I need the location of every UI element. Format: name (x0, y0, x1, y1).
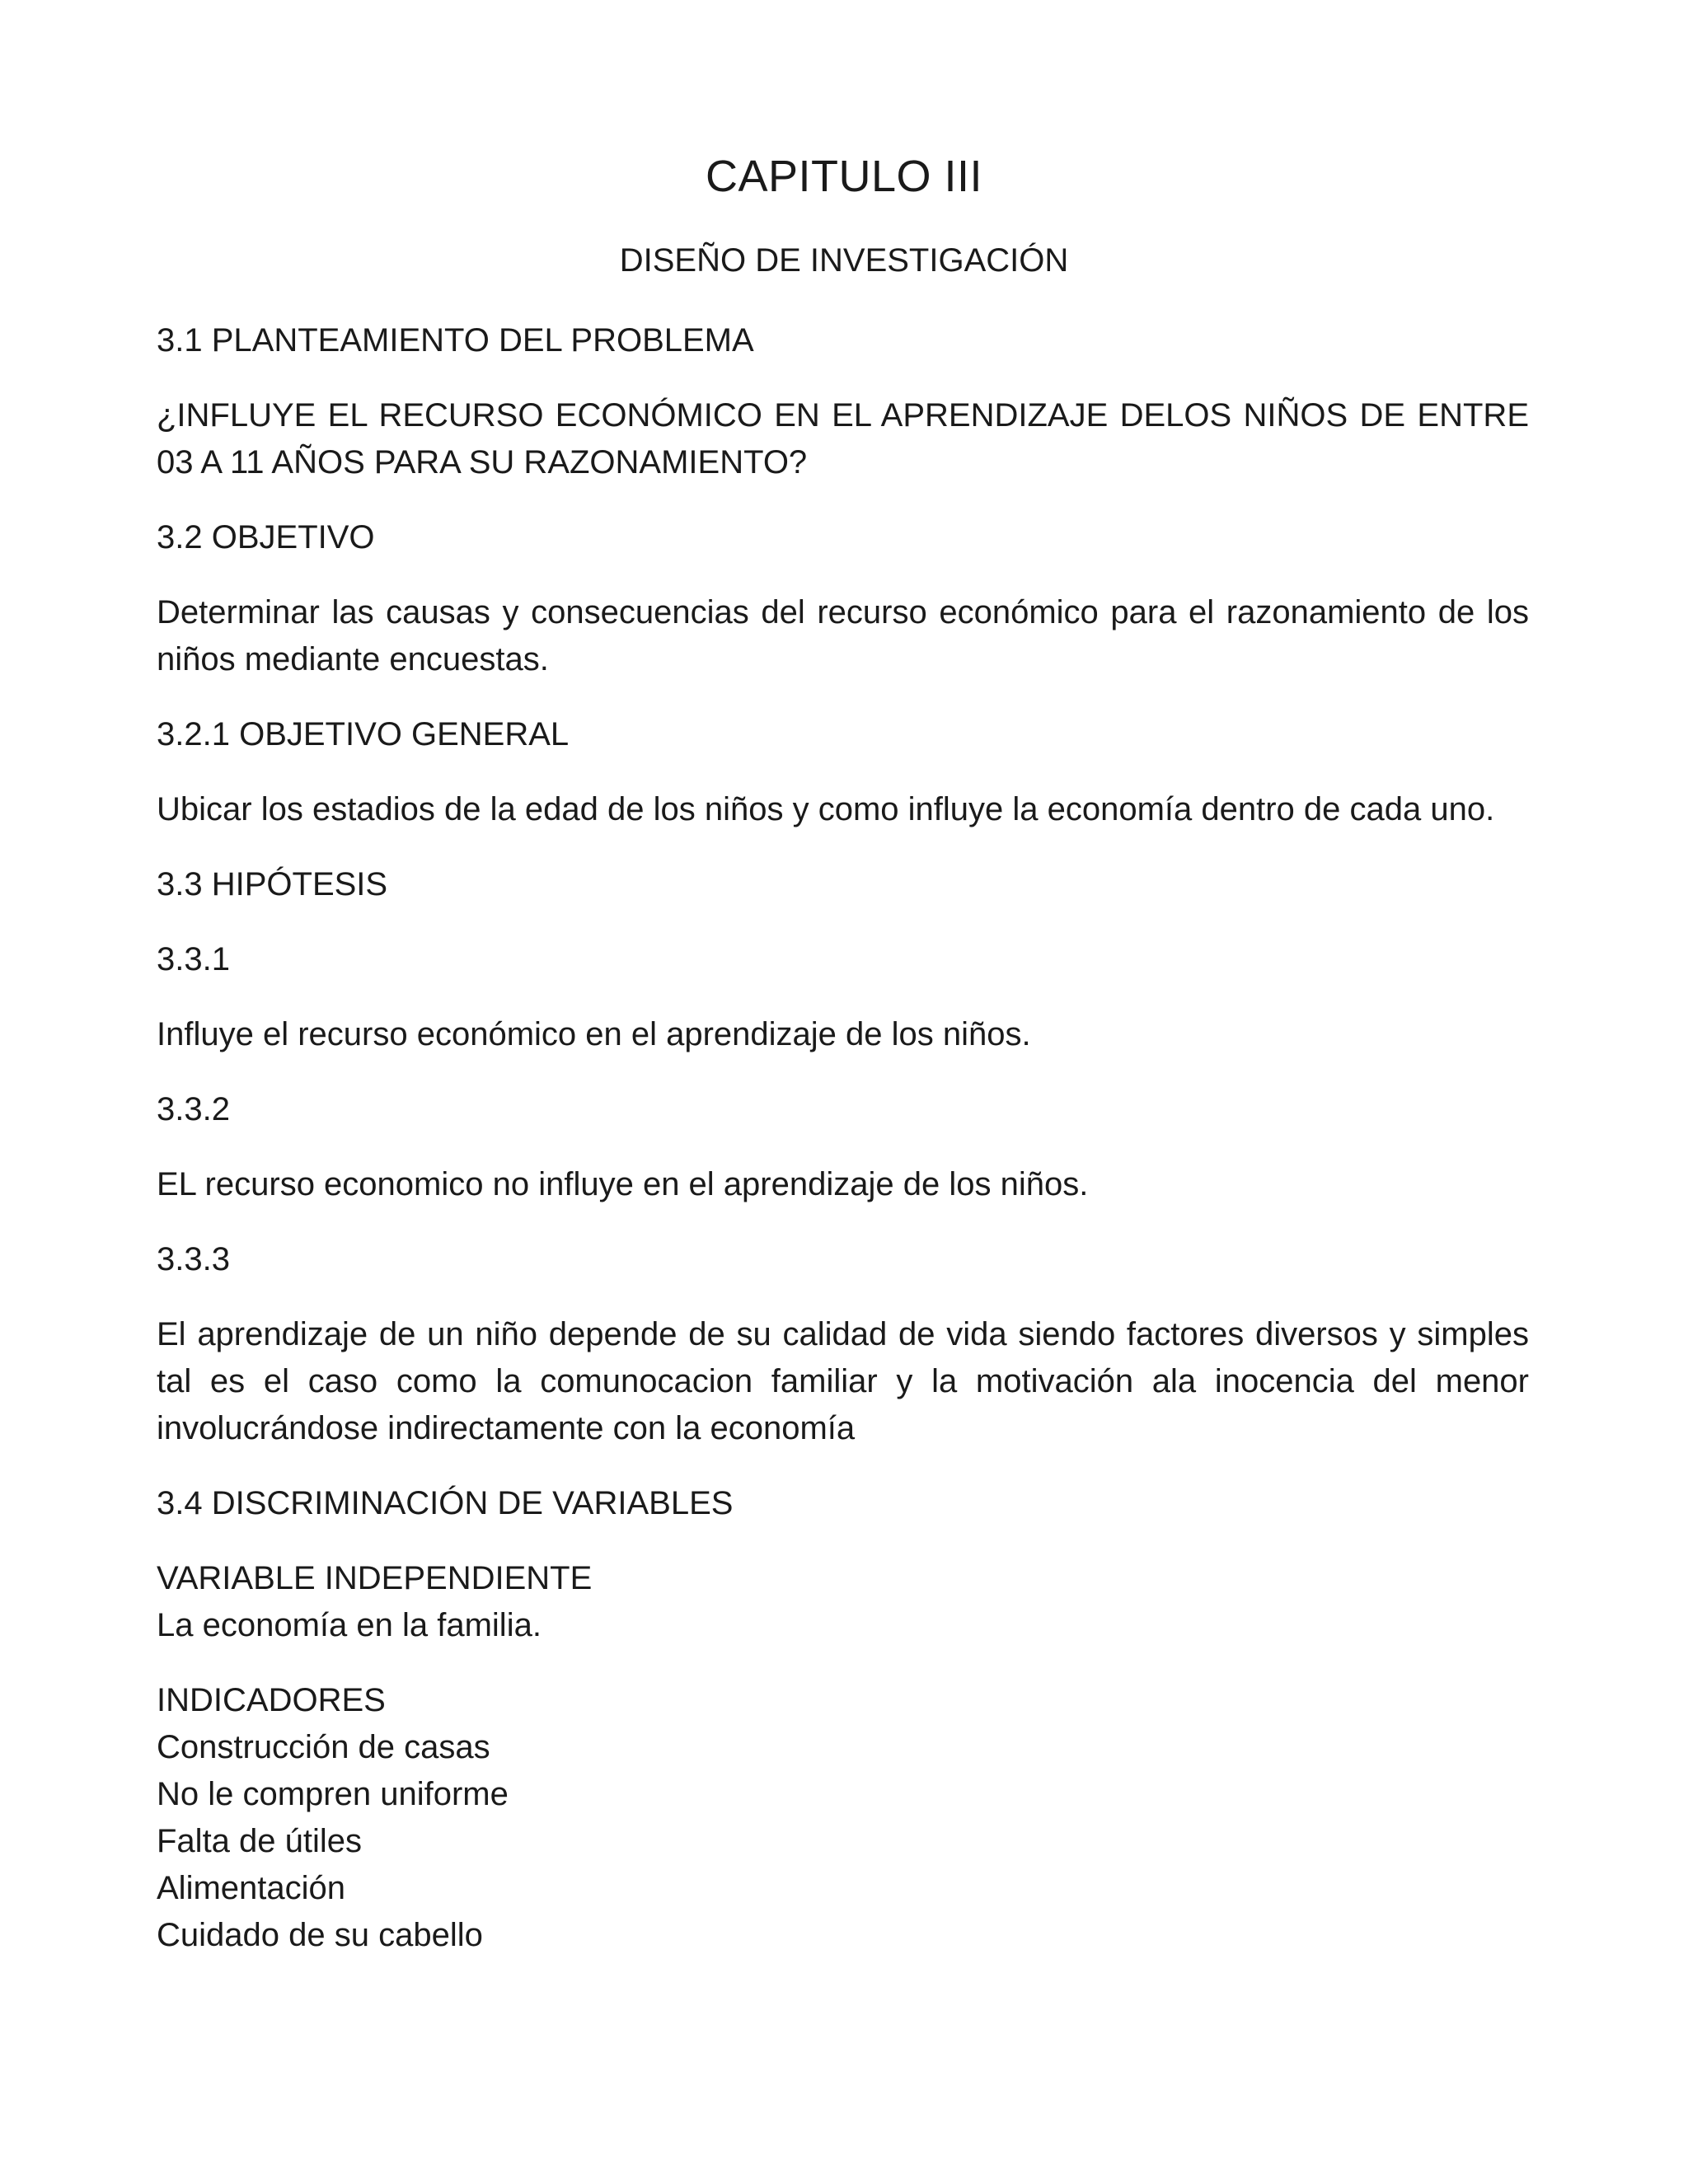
hypothesis-3-3-3-text: El aprendizaje de un niño depende de su calidad de vida siendo factores diversos y simples tal es el caso como la comunocacion familiar y la motivación ala inocencia del menor involucrándose indirectamente con la economía (157, 1316, 1529, 1446)
objective-text: Determinar las causas y consecuencias del recurso económico para el razonamiento de los niños mediante encuestas. (157, 594, 1529, 677)
section-3-3-heading: 3.3 HIPÓTESIS (157, 866, 388, 902)
indicators-block (157, 1677, 1529, 1959)
section-3-4-heading: 3.4 DISCRIMINACIÓN DE VARIABLES (157, 1485, 734, 1521)
variable-label: VARIABLE INDEPENDIENTE (157, 1560, 593, 1596)
hypothesis-3-3-3-number: 3.3.3 (157, 1241, 230, 1277)
problem-question: ¿INFLUYE EL RECURSO ECONÓMICO EN EL APRENDIZAJE DELOS NIÑOS DE ENTRE 03 A 11 AÑOS PARA SU RAZONAMIENTO? (157, 397, 1529, 480)
indicator-item: No le compren uniforme (157, 1776, 509, 1812)
hypothesis-3-3-2-text: EL recurso economico no influye en el aprendizaje de los niños. (157, 1166, 1089, 1202)
design-title: DISEÑO DE INVESTIGACIÓN (619, 242, 1069, 279)
section-3-2-heading: 3.2 OBJETIVO (157, 519, 375, 555)
indicator-item: Falta de útiles (157, 1823, 363, 1859)
variable-block (157, 1555, 1529, 1649)
indicator-item: Cuidado de su cabello (157, 1917, 483, 1953)
hypothesis-3-3-2-number: 3.3.2 (157, 1091, 230, 1127)
general-objective-text: Ubicar los estadios de la edad de los niños y como influye la economía dentro de cada uno. (157, 791, 1495, 827)
section-3-2-1-heading: 3.2.1 OBJETIVO GENERAL (157, 716, 570, 752)
variable-value: La economía en la familia. (157, 1607, 542, 1643)
indicator-item: Construcción de casas (157, 1729, 490, 1765)
indicator-item: Alimentación (157, 1870, 346, 1906)
hypothesis-3-3-1-number: 3.3.1 (157, 941, 230, 977)
hypothesis-3-3-1-text: Influye el recurso económico en el aprendizaje de los niños. (157, 1016, 1031, 1052)
document-body (157, 317, 1529, 1987)
section-3-1-heading: 3.1 PLANTEAMIENTO DEL PROBLEMA (157, 322, 754, 359)
indicators-label: INDICADORES (157, 1682, 386, 1718)
chapter-title: CAPITULO III (705, 152, 983, 201)
